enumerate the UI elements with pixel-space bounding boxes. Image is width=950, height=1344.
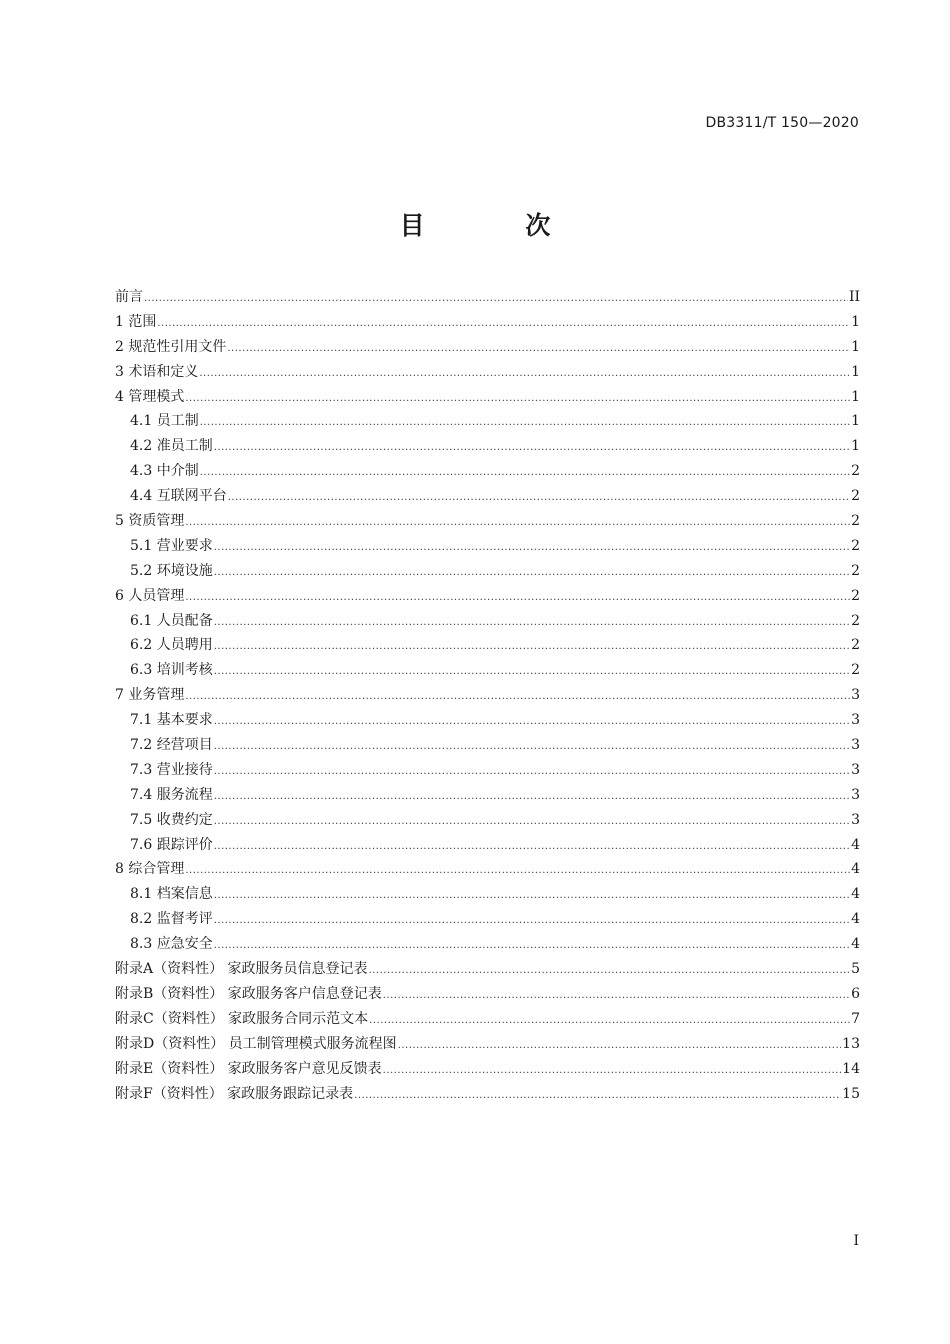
toc-leader-dots [200,461,850,486]
toc-entry[interactable] [115,335,860,360]
table-of-contents [115,285,860,1106]
toc-entry[interactable] [115,633,860,658]
toc-entry[interactable] [115,534,860,559]
page-number: I [853,1233,859,1249]
toc-entry[interactable] [115,758,860,783]
toc-entry[interactable] [115,484,860,509]
toc-leader-dots [157,312,850,337]
toc-entry-label: 4 管理模式 [115,388,185,405]
toc-entry-page: 13 [842,1035,860,1052]
toc-leader-dots [214,810,850,835]
toc-entry-label: 4.4 互联网平台 [130,488,227,505]
toc-entry-page: 3 [851,687,860,704]
toc-entry-page: 3 [851,786,860,803]
toc-entry[interactable] [115,982,860,1007]
toc-entry-label: 附录F（资料性） 家政服务跟踪记录表 [115,1085,354,1102]
toc-entry-label: 6.1 人员配备 [130,612,213,629]
toc-leader-dots [185,685,850,710]
toc-entry[interactable] [115,609,860,634]
toc-entry-label: 1 范围 [115,313,157,330]
toc-leader-dots [214,760,850,785]
toc-leader-dots [214,934,850,959]
toc-entry-page: 14 [842,1060,860,1077]
toc-entry[interactable] [115,708,860,733]
toc-leader-dots [369,1009,850,1034]
toc-entry-page: 6 [851,985,860,1002]
toc-entry[interactable] [115,932,860,957]
toc-entry[interactable] [115,783,860,808]
toc-entry-page: 3 [851,761,860,778]
toc-leader-dots [214,436,850,461]
toc-entry-label: 4.3 中介制 [130,463,199,480]
toc-leader-dots [214,635,850,660]
toc-leader-dots [214,710,850,735]
toc-entry[interactable] [115,559,860,584]
toc-entry-label: 4.1 员工制 [130,413,199,430]
toc-leader-dots [227,337,850,362]
toc-leader-dots [354,1084,841,1109]
toc-entry-page: 2 [851,488,860,505]
toc-entry-page: 1 [851,413,860,430]
toc-entry-label: 5.1 营业要求 [130,537,213,554]
toc-entry[interactable] [115,658,860,683]
toc-leader-dots [383,1059,842,1084]
toc-entry[interactable] [115,1007,860,1032]
toc-entry[interactable] [115,434,860,459]
toc-entry-page: 5 [851,961,860,978]
toc-leader-dots [383,984,850,1009]
toc-leader-dots [369,959,851,984]
toc-entry[interactable] [115,310,860,335]
toc-entry-page: 2 [851,562,860,579]
toc-leader-dots [214,611,850,636]
toc-entry-page: 1 [851,363,860,380]
toc-leader-dots [214,561,850,586]
toc-entry-label: 3 术语和定义 [115,363,199,380]
toc-entry-page: 3 [851,737,860,754]
toc-entry[interactable] [115,833,860,858]
toc-entry-label: 附录A（资料性） 家政服务员信息登记表 [115,961,368,978]
toc-entry[interactable] [115,1057,860,1082]
toc-entry-label: 前言 [115,289,143,305]
toc-entry-page: 3 [851,811,860,828]
toc-entry[interactable] [115,808,860,833]
toc-entry-page: 4 [851,861,860,878]
toc-entry[interactable] [115,683,860,708]
toc-entry-page: 2 [851,537,860,554]
toc-leader-dots [214,735,850,760]
toc-entry[interactable] [115,459,860,484]
toc-entry[interactable] [115,1032,860,1057]
toc-entry-page: 4 [851,836,860,853]
toc-leader-dots [214,909,850,934]
toc-entry-label: 8.1 档案信息 [130,886,213,903]
toc-entry-label: 7.2 经营项目 [130,737,213,754]
toc-entry-page: 7 [851,1010,860,1027]
toc-leader-dots [144,287,848,312]
toc-entry-page: 3 [851,712,860,729]
toc-leader-dots [185,511,850,536]
toc-leader-dots [200,411,850,436]
toc-leader-dots [214,660,850,685]
toc-entry[interactable] [115,857,860,882]
toc-entry-page: 1 [851,438,860,455]
toc-entry-label: 附录D（资料性） 员工制管理模式服务流程图 [115,1035,397,1052]
toc-entry-label: 6.2 人员聘用 [130,637,213,654]
page-title: 目 次 [399,211,597,240]
toc-entry[interactable] [115,409,860,434]
toc-entry-label: 7.4 服务流程 [130,786,213,803]
toc-entry-label: 6 人员管理 [115,587,185,604]
toc-entry-page: 1 [851,338,860,355]
toc-entry-label: 2 规范性引用文件 [115,338,227,355]
toc-leader-dots [214,785,850,810]
toc-entry-label: 5.2 环境设施 [130,562,213,579]
toc-entry-label: 8.2 监督考评 [130,911,213,928]
toc-entry-page: 15 [842,1085,860,1102]
toc-entry[interactable] [115,285,860,310]
toc-leader-dots [199,362,850,387]
toc-entry-page: 2 [851,463,860,480]
toc-entry-label: 7 业务管理 [115,687,185,704]
toc-entry-page: 1 [851,388,860,405]
toc-entry-label: 4.2 准员工制 [130,438,213,455]
toc-leader-dots [185,859,850,884]
toc-leader-dots [185,387,850,412]
document-code: DB3311/T 150—2020 [705,115,859,131]
toc-entry[interactable] [115,1082,860,1107]
toc-entry-page: 2 [851,637,860,654]
toc-entry-label: 附录B（资料性） 家政服务客户信息登记表 [115,985,382,1002]
toc-entry[interactable] [115,360,860,385]
toc-entry[interactable] [115,907,860,932]
toc-entry-page: II [848,289,860,305]
toc-leader-dots [228,486,850,511]
toc-entry[interactable] [115,385,860,410]
toc-entry-label: 5 资质管理 [115,513,185,530]
toc-entry-label: 7.3 营业接待 [130,761,213,778]
toc-entry-page: 2 [851,587,860,604]
toc-entry[interactable] [115,584,860,609]
toc-entry-label: 6.3 培训考核 [130,662,213,679]
toc-entry-label: 8 综合管理 [115,861,185,878]
toc-entry-label: 7.5 收费约定 [130,811,213,828]
toc-entry-page: 2 [851,612,860,629]
toc-entry-page: 4 [851,886,860,903]
toc-entry-label: 8.3 应急安全 [130,936,213,953]
toc-entry-label: 附录C（资料性） 家政服务合同示范文本 [115,1010,369,1027]
toc-leader-dots [214,536,850,561]
toc-entry-page: 1 [851,313,860,330]
toc-entry-page: 2 [851,662,860,679]
toc-entry[interactable] [115,882,860,907]
toc-entry-label: 7.6 跟踪评价 [130,836,213,853]
toc-entry-label: 7.1 基本要求 [130,712,213,729]
toc-leader-dots [185,586,850,611]
toc-entry-label: 附录E（资料性） 家政服务客户意见反馈表 [115,1060,382,1077]
toc-entry[interactable] [115,957,860,982]
toc-entry[interactable] [115,733,860,758]
toc-entry-page: 2 [851,513,860,530]
toc-entry[interactable] [115,509,860,534]
toc-leader-dots [214,835,850,860]
toc-entry-page: 4 [851,936,860,953]
toc-leader-dots [214,884,850,909]
toc-leader-dots [398,1034,841,1059]
toc-entry-page: 4 [851,911,860,928]
